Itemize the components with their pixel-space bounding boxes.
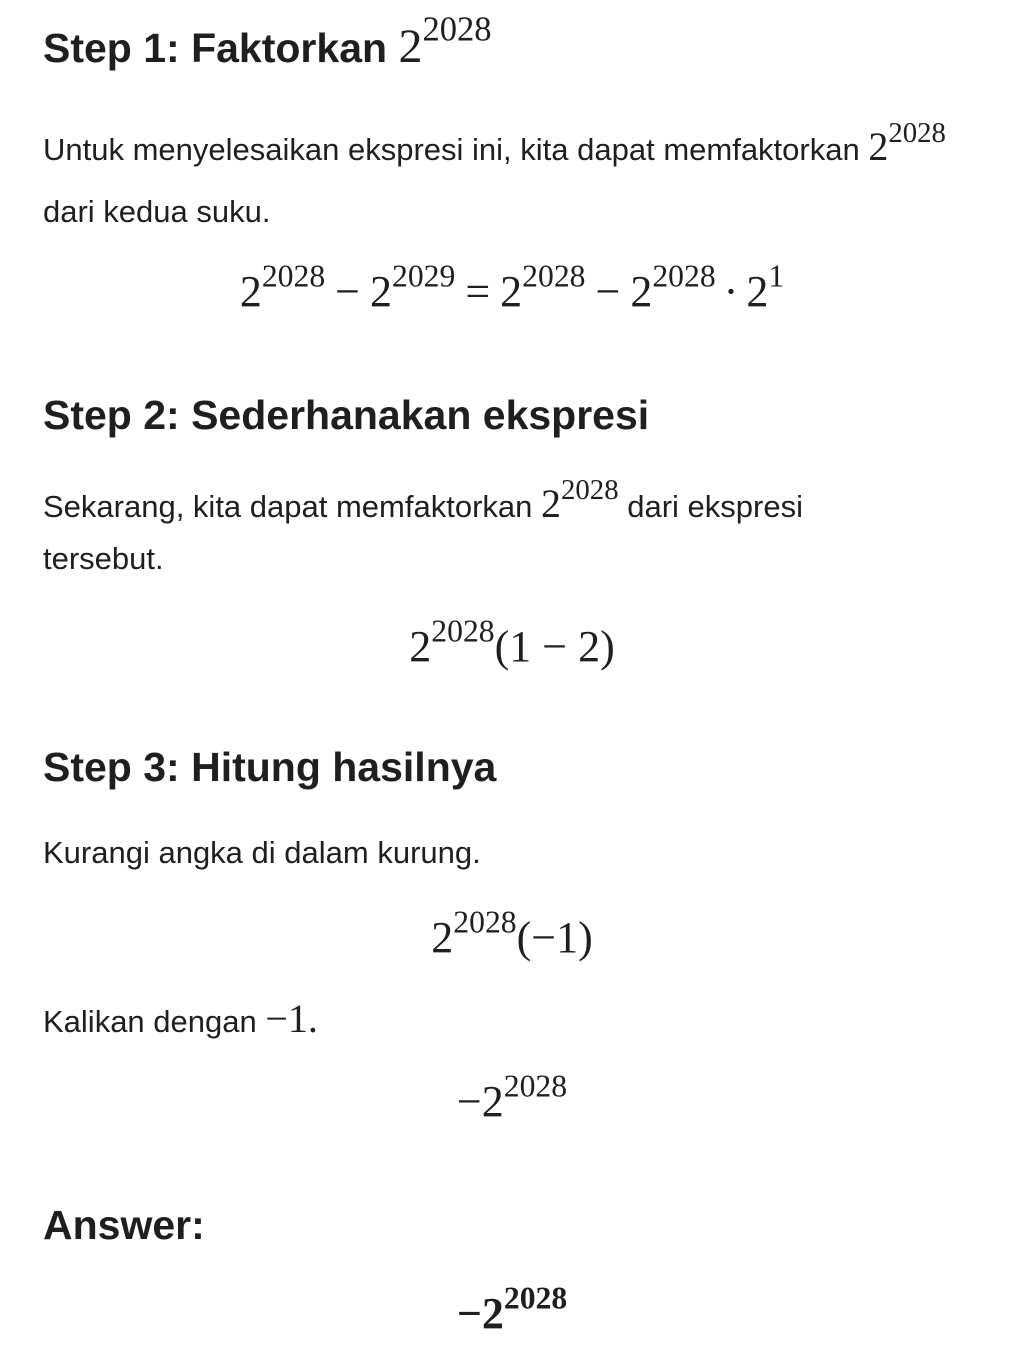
step2-para-text-2: dari ekspresi	[627, 489, 803, 524]
eq-base: 2	[500, 267, 523, 316]
para-math-base: 2	[868, 124, 889, 169]
answer-heading: Answer:	[43, 1202, 205, 1248]
step1-para-math	[868, 117, 946, 169]
answer-equation	[0, 1280, 1024, 1344]
eq-exponent: 1	[768, 258, 785, 294]
eq-base: 2	[409, 622, 432, 671]
eq-operator: =	[465, 267, 491, 316]
eq-operator: −	[335, 267, 360, 316]
step3-paragraph-2	[43, 988, 983, 1053]
eq-base: 2	[481, 1077, 504, 1126]
step3-para2-text: Kalikan dengan	[43, 1004, 257, 1039]
eq-exponent: 2028	[503, 1068, 568, 1104]
eq-exponent: 2029	[391, 258, 456, 294]
eq-operator: −	[595, 267, 621, 316]
step2-para-text-3: tersebut.	[43, 541, 164, 576]
step1-equation	[0, 258, 1024, 322]
heading-math-base: 2	[398, 20, 423, 73]
eq-exponent: 2028	[453, 904, 517, 940]
step1-heading-math	[398, 10, 492, 73]
step3-paragraph-1: Kurangi angka di dalam kurung.	[43, 835, 481, 870]
eq-base: 2	[630, 267, 653, 316]
step1-paragraph	[43, 116, 983, 243]
para-math-base: 2	[541, 481, 561, 526]
step3-para2-period: .	[307, 996, 318, 1041]
step2-equation	[0, 613, 1024, 677]
step3-equation-1	[0, 904, 1024, 968]
answer-base: 2	[481, 1289, 504, 1338]
eq-parenthetical: (−1)	[516, 913, 593, 962]
answer-sign: −	[456, 1289, 482, 1338]
eq-base: 2	[431, 913, 454, 962]
step1-heading	[43, 10, 492, 73]
step2-heading: Step 2: Sederhanakan ekspresi	[43, 392, 650, 438]
step2-paragraph	[43, 474, 983, 585]
step3-para2-math: −1	[265, 996, 308, 1041]
step3-heading: Step 3: Hitung hasilnya	[43, 744, 497, 790]
eq-exponent: 2028	[431, 613, 495, 649]
eq-parenthetical: (1 − 2)	[494, 622, 615, 671]
step1-para-text-2: dari kedua suku.	[43, 194, 271, 229]
eq-base: 2	[239, 267, 262, 316]
step1-heading-text: Step 1: Faktorkan	[43, 25, 388, 71]
step3-equation-2	[0, 1068, 1024, 1132]
eq-exponent: 2028	[652, 258, 716, 294]
para-math-exponent: 2028	[561, 474, 619, 507]
eq-base: 2	[369, 267, 392, 316]
answer-exponent: 2028	[503, 1280, 568, 1316]
step1-para-text-1: Untuk menyelesaikan ekspresi ini, kita dapat memfaktorkan	[43, 132, 860, 167]
eq-exponent: 2028	[261, 258, 326, 294]
heading-math-exponent: 2028	[422, 10, 492, 49]
step2-para-text-1: Sekarang, kita dapat memfaktorkan	[43, 489, 533, 524]
eq-operator: ·	[723, 267, 739, 316]
eq-exponent: 2028	[522, 258, 586, 294]
eq-sign: −	[456, 1077, 482, 1126]
para-math-exponent: 2028	[888, 117, 946, 150]
eq-base: 2	[746, 267, 769, 316]
step2-para-math	[541, 474, 619, 526]
